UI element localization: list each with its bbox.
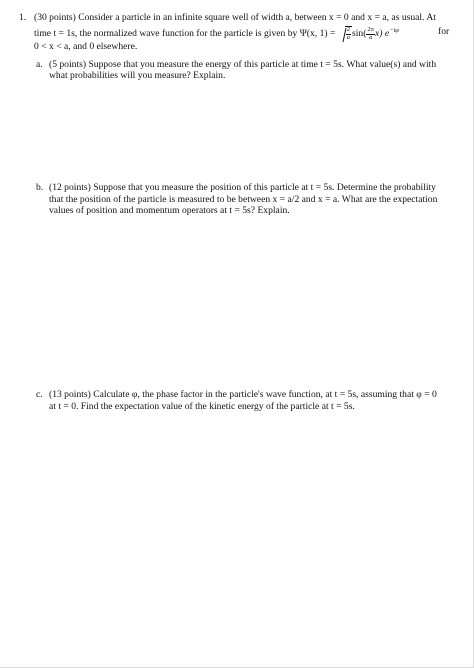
part-b-line-2: that the position of the particle is measured to be between x = a/2 and x = a. What are the expectation (49, 194, 438, 205)
part-c-line-1: (13 points) Calculate φ, the phase factor in the particle's wave function, at t = 5s, assuming that φ = 0 (49, 389, 437, 400)
part-c-line-2: at t = 0. Find the expectation value of the kinetic energy of the particle at t = 5s. (49, 401, 355, 412)
problem-intro-line-2 (34, 26, 399, 41)
part-a-line-1: (5 points) Suppose that you measure the energy of this particle at time t = 5s. What value(s) and with (49, 59, 437, 70)
part-b-line-1: (12 points) Suppose that you measure the position of this particle at t = 5s. Determine the probability (49, 182, 436, 193)
sqrt-fraction (346, 27, 351, 41)
part-c-label: c. (36, 389, 43, 400)
for-text: for (438, 26, 450, 37)
sqrt-numerator: 2 (346, 26, 351, 33)
exponent: −iφ (389, 27, 399, 35)
part-a-label: a. (36, 59, 43, 70)
sqrt-denominator: a (346, 33, 351, 41)
sin-tail: x) e (374, 28, 390, 40)
sin-fraction (366, 27, 375, 41)
sqrt-expression (338, 26, 352, 41)
sin-text: sin( (352, 28, 367, 40)
part-b-label: b. (36, 182, 44, 193)
sin-denominator: a (369, 33, 373, 41)
part-b-line-3: values of position and momentum operators at t = 5s? Explain. (49, 205, 290, 216)
intro-line-2-text: time t = 1s, the normalized wave function for the particle is given by Ψ(x, 1) = (34, 28, 336, 40)
part-a-line-2: what probabilities will you measure? Explain. (49, 70, 226, 81)
problem-intro-line-1: (30 points) Consider a particle in an infinite square well of width a, between x = 0 and x = a, as usual. At (34, 12, 436, 23)
problem-intro-line-3: 0 < x < a, and 0 elsewhere. (34, 41, 138, 52)
problem-number: 1. (19, 12, 27, 23)
sin-numerator: 2π (367, 26, 374, 33)
